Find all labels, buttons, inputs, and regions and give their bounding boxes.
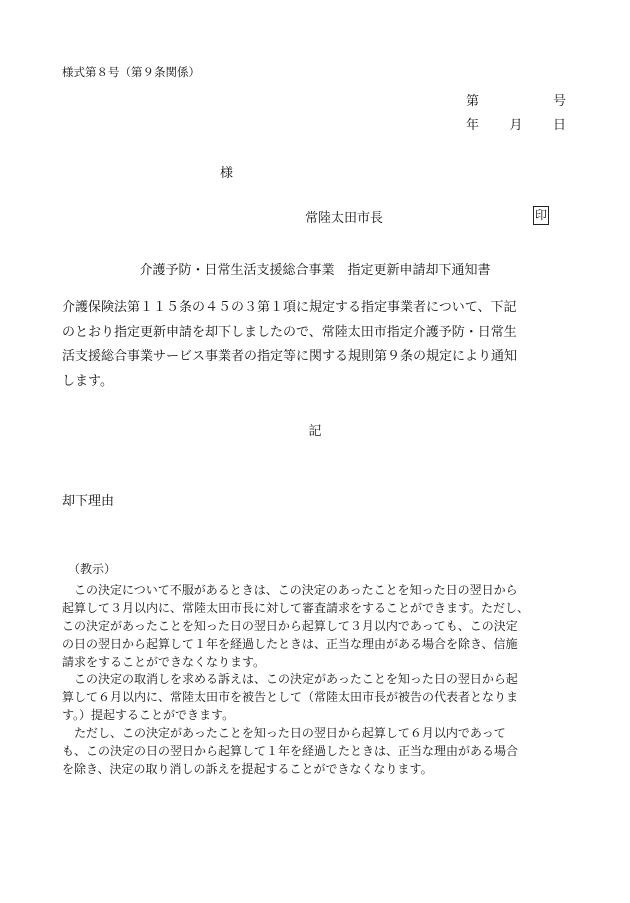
issue-date — [466, 114, 566, 133]
notice-line: この決定について不服があるときは、この決定のあったことを知った日の翌日から — [62, 582, 518, 597]
body-line: 介護保険法第１１５条の４５の３第１項に規定する指定事業者について、下記 — [62, 300, 517, 315]
form-number: 様式第８号（第９条関係） — [62, 65, 200, 79]
issue-number-suffix: 号 — [552, 94, 566, 109]
notice-line: 算して６月以内に、常陸太田市を被告として（常陸太田市長が被告の代表者となりま — [62, 690, 519, 705]
notice-line: 起算して３月以内に、常陸太田市長に対して審査請求をすることができます。ただし、 — [62, 600, 530, 615]
body-paragraph — [62, 296, 582, 394]
notice-line: ただし、この決定があったことを知った日の翌日から起算して６月以内であって — [62, 726, 506, 741]
issue-number — [466, 90, 566, 109]
date-day: 日 — [552, 118, 566, 133]
body-line: のとおり指定更新申請を却下しましたので、常陸太田市指定介護予防・日常生 — [62, 324, 517, 340]
seal-mark: 印 — [533, 206, 549, 225]
addressee-honorific: 様 — [220, 166, 234, 181]
document-title: 介護予防・日常生活支援総合事業 指定更新申請却下通知書 — [139, 263, 491, 278]
notice-line: も、この決定の日の翌日から起算して１年を経過したときは、正当な理由がある場合 — [62, 744, 519, 759]
notice-section — [62, 561, 582, 779]
notice-line: の日の翌日から起算して１年を経過したときは、正当な理由がある場合を除き、信施 — [62, 636, 518, 651]
date-month: 月 — [509, 118, 523, 133]
sender-name: 常陸太田市長 — [305, 211, 384, 226]
date-year: 年 — [466, 118, 480, 133]
ki-heading: 記 — [308, 424, 322, 439]
rejection-reason-label: 却下理由 — [62, 494, 115, 509]
issue-number-prefix: 第 — [466, 94, 480, 109]
notice-line: この決定の取消しを求める訴えは、この決定があったことを知った日の翌日から起 — [62, 672, 518, 687]
notice-line: この決定があったことを知った日の翌日から起算して３月以内であっても、この決定 — [62, 618, 518, 633]
body-line: 活支援総合事業サービス事業者の指定等に関する規則第９条の規定により通知 — [62, 349, 518, 364]
notice-line: を除き、決定の取り消しの訴えを提起することができなくなります。 — [62, 761, 433, 776]
body-line: します。 — [62, 373, 113, 389]
notice-line: す。）提起することができます。 — [62, 708, 235, 723]
notice-line: 請求をすることができなくなります。 — [62, 654, 266, 669]
notice-heading: （教示） — [68, 562, 117, 576]
